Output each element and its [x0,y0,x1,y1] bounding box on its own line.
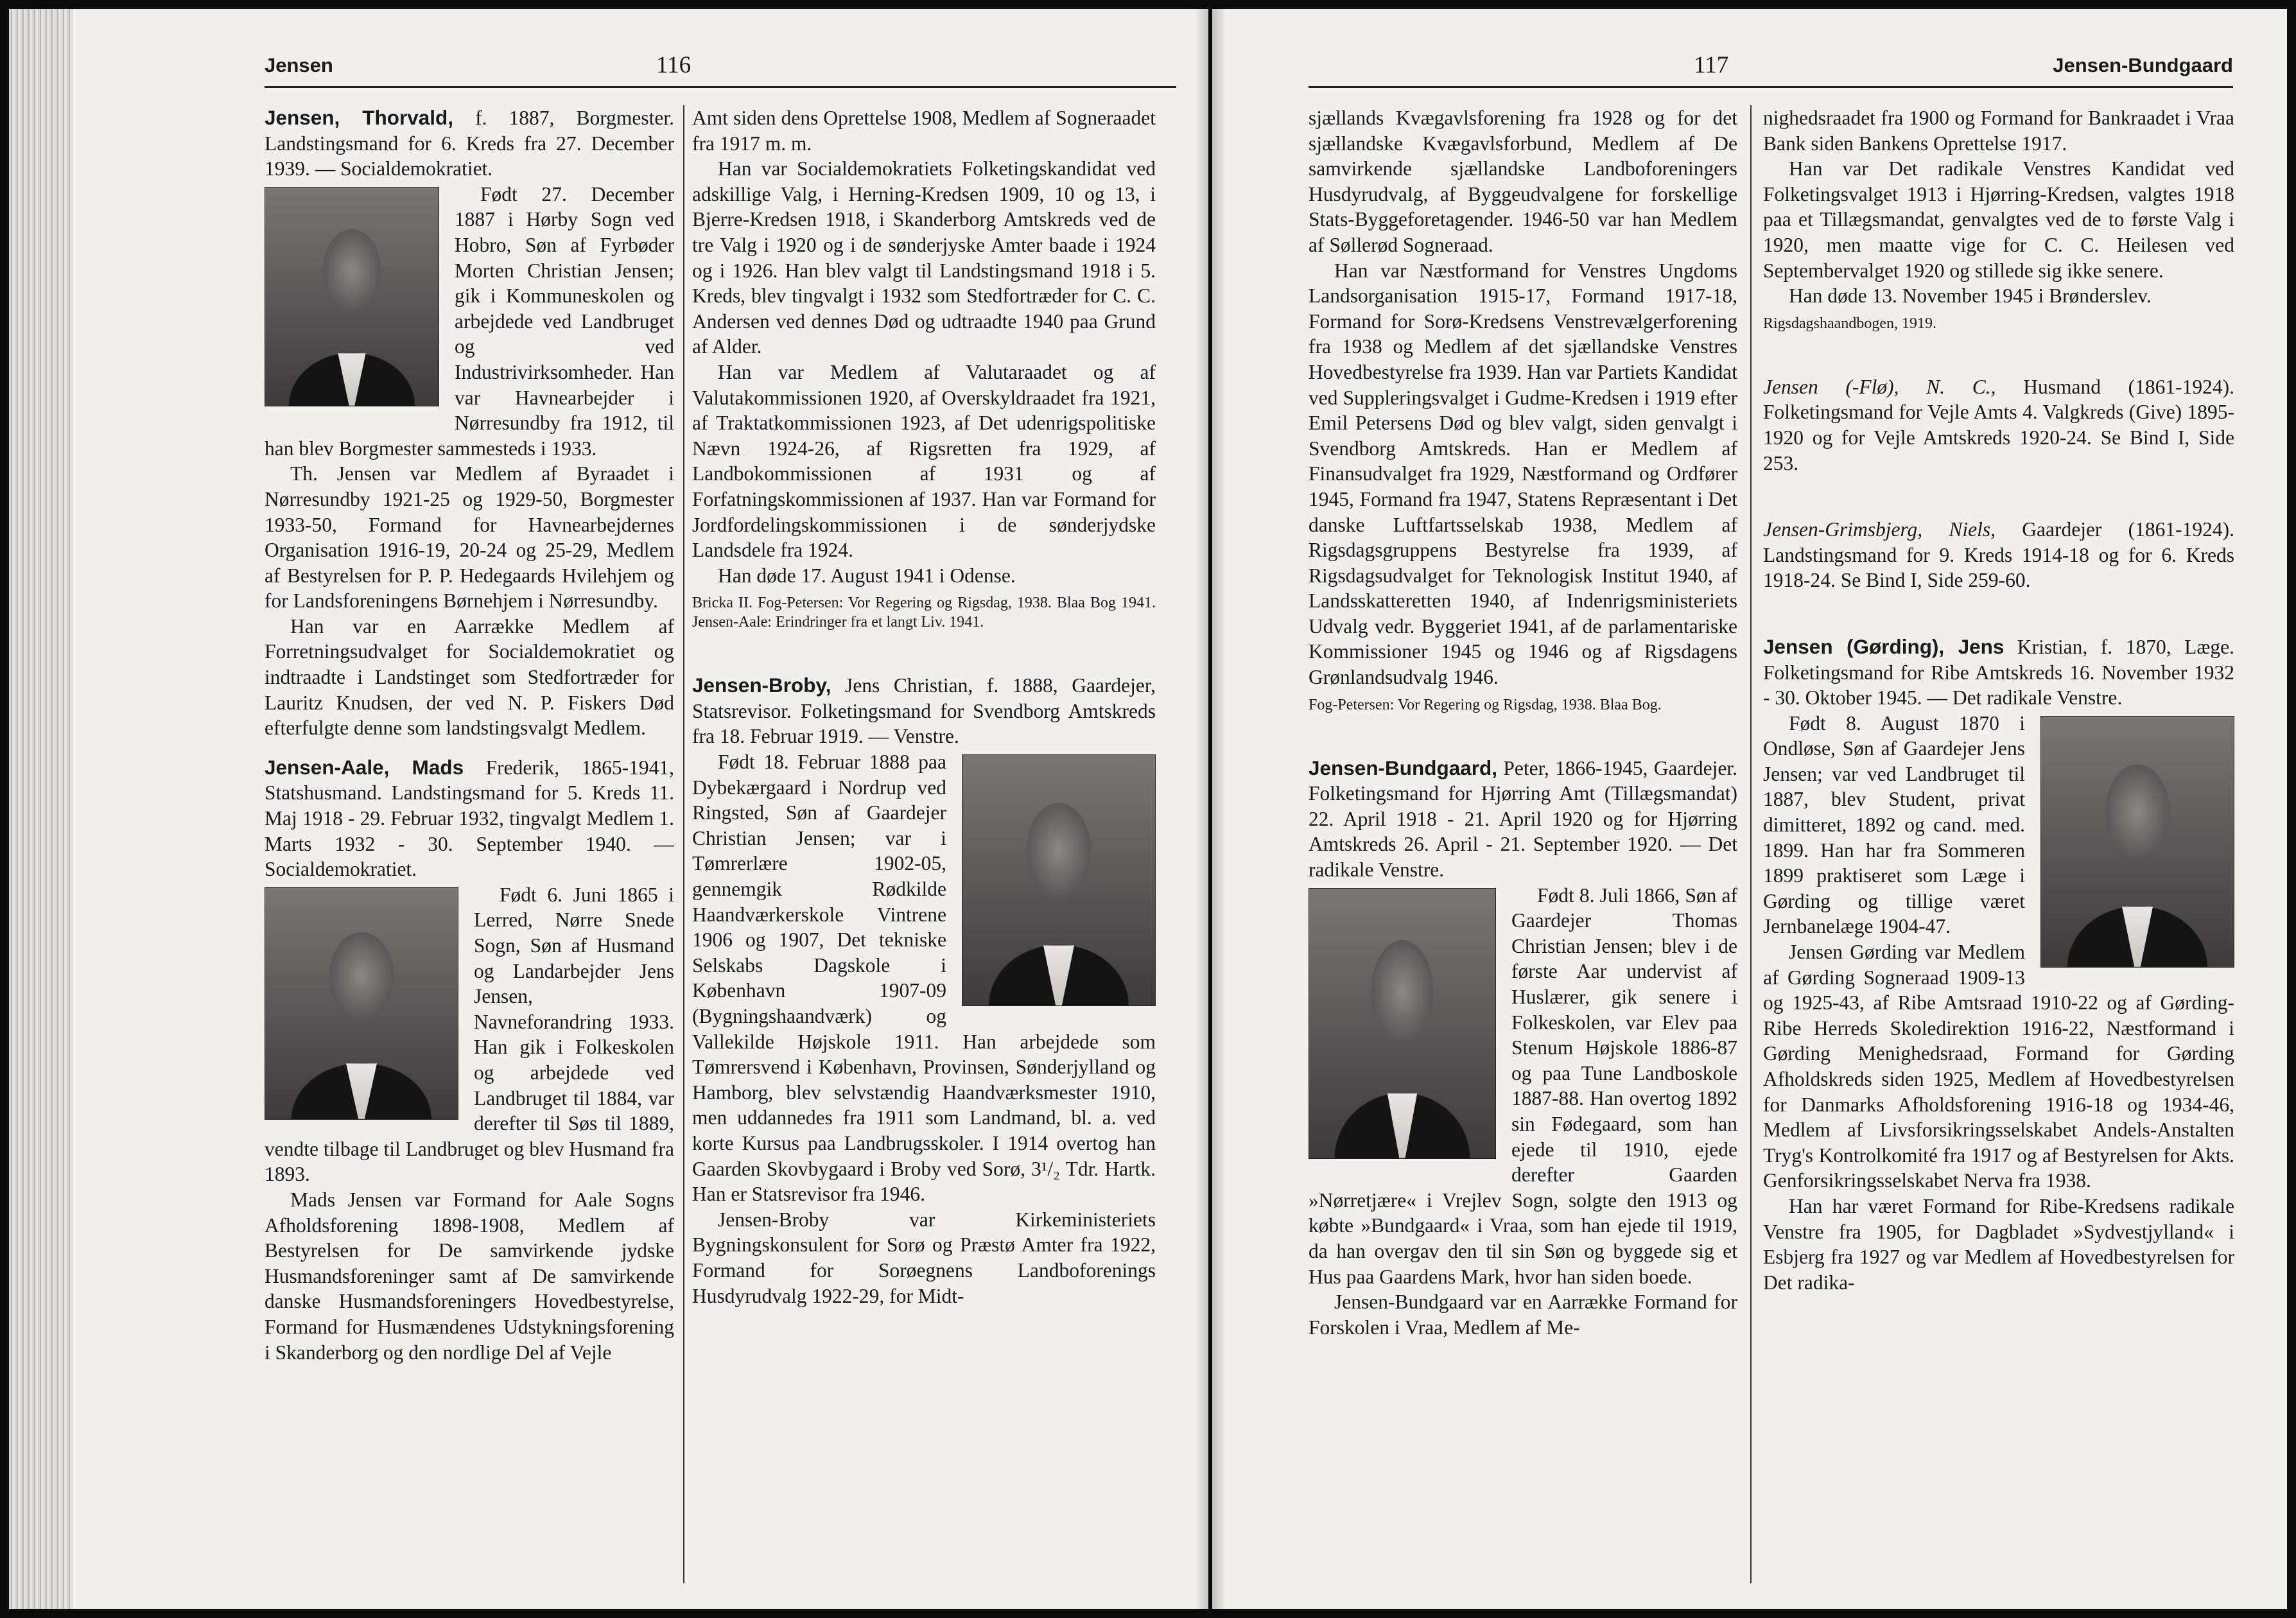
column-left-2 [692,105,1156,1590]
running-head-name: Jensen-Bundgaard [2053,54,2233,76]
paragraph: Han har været Formand for Ribe-Kredsens radikale Venstre fra 1905, for Dagbladet »Sydvestjylland« i Esbjerg fra 1927 og var Medlem af Hovedbestyrelsen for Det radika- [1763,1194,2234,1294]
paragraph: Han var Det radikale Venstres Kandidat ved Folketingsvalget 1913 i Hjørring-Kredsen, valgtes 1918 paa et Tillægsmandat, genvalgtes ved de to første Valg i 1920, men maatte vige for C. C. Heilesen ved Septembervalget 1920 og stillede sig ikke senere. [1763,157,2234,282]
sources: Rigsdagshaandbogen, 1919. [1763,315,1936,332]
paragraph: Født 8. Juli 1866, Søn af Gaardejer Thomas Christian Jensen; blev i de første Aar undervist af Huslærer, gik senere i Folkeskolen, var Elev paa Stenum Højskole 1886-87 og paa Tune Landboskole 1887-88. Han overtog 1892 sin Fødegaard, som han ejede til 1910, ejede derefter Gaarden »Nørretjære« i Vrejlev Sogn, solgte den 1913 og købte »Bundgaard« i Vraa, som han ejede til 1919, da han overgav den til sin Søn og byggede sig et Hus paa Gaardens Mark, hvor han siden boede. [1309,883,1737,1288]
page-number: 117 [1694,52,1729,78]
column-right-1 [1309,105,1737,1590]
entry-jensen-flo: Jensen (-Flø), N. C., Husmand (1861-1924). Folketingsmand for Vejle Amts 4. Valgkreds (Give) 1895-1920 og for Vejle Amtskreds 1920-24. Se Bind I, Side 253. [1763,375,2234,474]
paragraph: Han var Næstformand for Venstres Ungdoms Landsorganisation 1915-17, Formand 1917-18, Formand for Sorø-Kredsens Venstrevælgerforening fra 1938 og Medlem af det sjællandske Venstres Hovedbestyrelse fra 1939. Han var Partiets Kandidat ved Suppleringsvalget i Gudme-Kredsen i 1919 efter Emil Petersens Død og blev valgt, siden genvalgt i Svendborg Amtskreds. Han er Medlem af Finansudvalget fra 1929, Næstformand og Ordfører 1945, Formand fra 1947, Statens Repræsentant i Det danske Luftfartsselskab 1938, Medlem af Rigsdagsgruppens Bestyrelse fra 1939, af Rigsdagsudvalget for Teknologisk Institut 1940, af Landsskatteretten 1940, af Indenrigsministeriets Udvalg vedr. Byggeriet 1941, af de parlamentariske Kommissioner 1945 og 1946 og af Rigsdagens Grønlandsudvalg 1946. [1309,259,1737,689]
paragraph: Amt siden dens Oprettelse 1908, Medlem af Sogneraadet fra 1917 m. m. [692,107,1156,155]
paragraph: sjællands Kvægavlsforening fra 1928 og for det sjællandske Kvægavlsforbund, Medlem af De samvirkende sjællandske Landboforeningers Husdyrudvalg, af Byggeudvalgene for forskellige Stats-Byggeforetagender. 1946-50 var han Medlem af Søllerød Sogneraad. [1309,107,1737,256]
left-page [9,9,1208,1609]
page-number: 116 [656,52,691,78]
running-head [265,46,1176,88]
paragraph: Han var en Aarrække Medlem af Forretningsudvalget for Socialdemokratiet og indtraadte i Landstinget som Stedfortræder for Lauritz Knudsen, der ved N. P. Fiskers Død efterfulgte denne som landstingsvalgt Medlem. [265,614,674,740]
paragraph: Han var Medlem af Valutaraadet og af Valutakommissionen 1920, af Overskyldraadet fra 1921, af Traktatkommissionen 1923, af Det udenrigspolitiske Nævn 1924-26, af Rigsretten fra 1929, af Landbokommissionen af 1931 og af Forfatningskommissionen af 1937. Han var Formand for Jordfordelingskommissionen i de sønderjydske Landsdele fra 1924. [692,360,1156,562]
column-left-1 [265,105,674,1590]
paragraph: Han døde 17. August 1941 i Odense. [718,564,1016,587]
portrait-photo [1309,888,1496,1159]
column-divider [683,105,684,1583]
running-head [1309,46,2233,88]
sources: Fog-Petersen: Vor Regering og Rigsdag, 1938. Blaa Bog. [1309,696,1662,713]
gutter-shadow [1194,9,1208,1609]
paragraph: Han døde 13. November 1945 i Brønderslev. [1789,284,2152,308]
paragraph: Jensen-Broby var Kirkeministeriets Bygningskonsulent for Sorø og Præstø Amter fra 1922, Formand for Sorøegnens Landboforenings Husdyrudvalg 1922-29, for Midt- [692,1208,1156,1307]
portrait-photo [265,187,439,406]
paragraph: Th. Jensen var Medlem af Byraadet i Nørresundby 1921-25 og 1929-50, Borgmester 1933-50, Formand for Havnearbejdernes Organisation 1916-19, 20-24 og 25-29, Medlem af Bestyrelsen for P. P. Hedegaards Hvilehjem og for Landsforeningens Børnehjem i Nørresundby. [265,462,674,613]
entry-jensen-aale: Jensen-Aale, Mads Frederik, 1865-1941, Statshusmand. Landstingsmand for 5. Kreds 11. Maj 1918 - 29. Februar 1932, tingvalgt Medlem 1. Marts 1932 - 30. September 1940. — Socialdemokratiet. [265,755,674,881]
paragraph: Jensen Gørding var Medlem af Gørding Sogneraad 1909-13 og 1925-43, af Ribe Amtsraad 1910-22 og af Gørding-Ribe Herreds Skoledirektion 1916-22, Næstformand i Gørding Menighedsraad, Formand for Gørding Afholdskreds siden 1925, Medlem af Hovedbestyrelsen for Danmarks Afholdsforening 1916-18 og 1934-46, Medlem af Livsforsikringsselskabet Andels-Anstalten Tryg's Kontrolkomité fra 1917 og af Bestyrelsen for Akts. Genforsikringsselskabet Nerva fra 1938. [1763,941,2234,1192]
column-divider [1750,105,1752,1583]
entry-jensen-bundgaard: Jensen-Bundgaard, Peter, 1866-1945, Gaardejer. Folketingsmand for Hjørring Amt (Tillægsmandat) 22. April 1918 - 21. April 1920 og for Hjørring Amtskreds 26. April - 21. September 1920. — Det radikale Venstre. [1309,756,1737,882]
portrait-photo [962,754,1156,1006]
entry-jensen-broby: Jensen-Broby, Jens Christian, f. 1888, Gaardejer, Statsrevisor. Folketingsmand for Svendborg Amtskreds fra 18. Februar 1919. — Venstre. [692,674,1156,748]
paragraph: Født 8. August 1870 i Ondløse, Søn af Gaardejer Jens Jensen; var ved Landbruget til 1887, blev Student, privat dimitteret, 1892 og cand. med. 1899. Han har fra Sommeren 1899 praktiseret som Læge i Gørding og tillige været Jernbanelæge 1904-47. [1763,711,2025,938]
paragraph: Jensen-Bundgaard var en Aarrække Formand for Forskolen i Vraa, Medlem af Me- [1309,1291,1737,1339]
entry-jensen-gording: Jensen (Gørding), Jens Kristian, f. 1870, Læge. Folketingsmand for Ribe Amtskreds 16. November 1932 - 30. Oktober 1945. — Det radikale Venstre. [1763,634,2234,709]
right-page [1212,9,2287,1609]
entry-jensen-grimsbjerg: Jensen-Grimsbjerg, Niels, Gaardejer (1861-1924). Landstingsmand for 9. Kreds 1914-18 og for 6. Kreds 1918-24. Se Bind I, Side 259-60. [1763,518,2234,592]
paragraph: Født 6. Juni 1865 i Lerred, Nørre Snede Sogn, Søn af Husmand og Landarbejder Jens Jensen, Navneforandring 1933. Han gik i Folkeskolen og arbejdede ved Landbruget til 1884, var derefter til Søs til 1889, vendte tilbage til Landbruget og blev Husmand fra 1893. [265,883,674,1186]
book-page-edges [9,9,73,1609]
paragraph: Født 18. Februar 1888 paa Dybekærgaard i Nordrup ved Ringsted, Søn af Gaardejer Christian Jensen; var i Tømrerlære 1902-05, gennemgik Rødkilde Haandværkerskole Vintrene 1906 og 1907, Det tekniske Selskabs Dagskole i København 1907-09 (Bygningshaandværk) og Vallekilde Højskole 1911. Han arbejdede som Tømrersvend i København, Provinsen, Sønderjylland og Hamborg, blev selvstændig Haandværksmester 1910, men uddannedes fra 1911 som Landmand, bl. a. ved korte Kursus paa Landbrugsskoler. I 1914 overtog han Gaarden Skovbygaard i Broby ved Sorø, 3¹/₂ Tdr. Hartk. Han er Statsrevisor fra 1946. [692,751,1156,1206]
paragraph: Han var Socialdemokratiets Folketingskandidat ved adskillige Valg, i Herning-Kredsen 1909, 10 og 13, i Bjerre-Kredsen 1918, i Skanderborg Amtskreds ved de tre Valg i 1920 og i de sønderjyske Amter baade i 1924 og i 1926. Han blev valgt til Landstingsmand 1918 i 5. Kreds, blev tingvalgt i 1932 som Stedfortræder for C. C. Andersen ved dennes Død og udtraadte 1940 paa Grund af Alder. [692,157,1156,358]
column-right-2 [1763,105,2234,1590]
gutter-shadow [1212,9,1226,1609]
paragraph: Mads Jensen var Formand for Aale Sogns Afholdsforening 1898-1908, Medlem af Bestyrelsen for De samvirkende jydske Husmandsforeninger samt af De samvirkende danske Husmandsforeningers Hovedbestyrelse, Formand for Husmændenes Udstykningsforening i Skanderborg og den nordlige Del af Vejle [265,1188,674,1364]
entry-jensen-thorvald: Jensen, Thorvald, f. 1887, Borgmester. Landstingsmand for 6. Kreds fra 27. December 1939. — Socialdemokratiet. [265,106,674,180]
paragraph: nighedsraadet fra 1900 og Formand for Bankraadet i Vraa Bank siden Bankens Oprettelse 1917. [1763,107,2234,155]
portrait-photo [265,887,458,1120]
running-head-name: Jensen [265,54,333,76]
portrait-photo [2040,716,2234,968]
paragraph: Født 27. December 1887 i Hørby Sogn ved Hobro, Søn af Fyrbøder Morten Christian Jensen; gik i Kommuneskolen og arbejdede ved Landbruget og ved Industrivirksomheder. Han var Havnearbejder i Nørresundby fra 1912, til han blev Borgmester sammesteds i 1933. [265,182,674,460]
sources: Bricka II. Fog-Petersen: Vor Regering og Rigsdag, 1938. Blaa Bog 1941. Jensen-Aale: Erindringer fra et langt Liv. 1941. [692,595,1156,631]
